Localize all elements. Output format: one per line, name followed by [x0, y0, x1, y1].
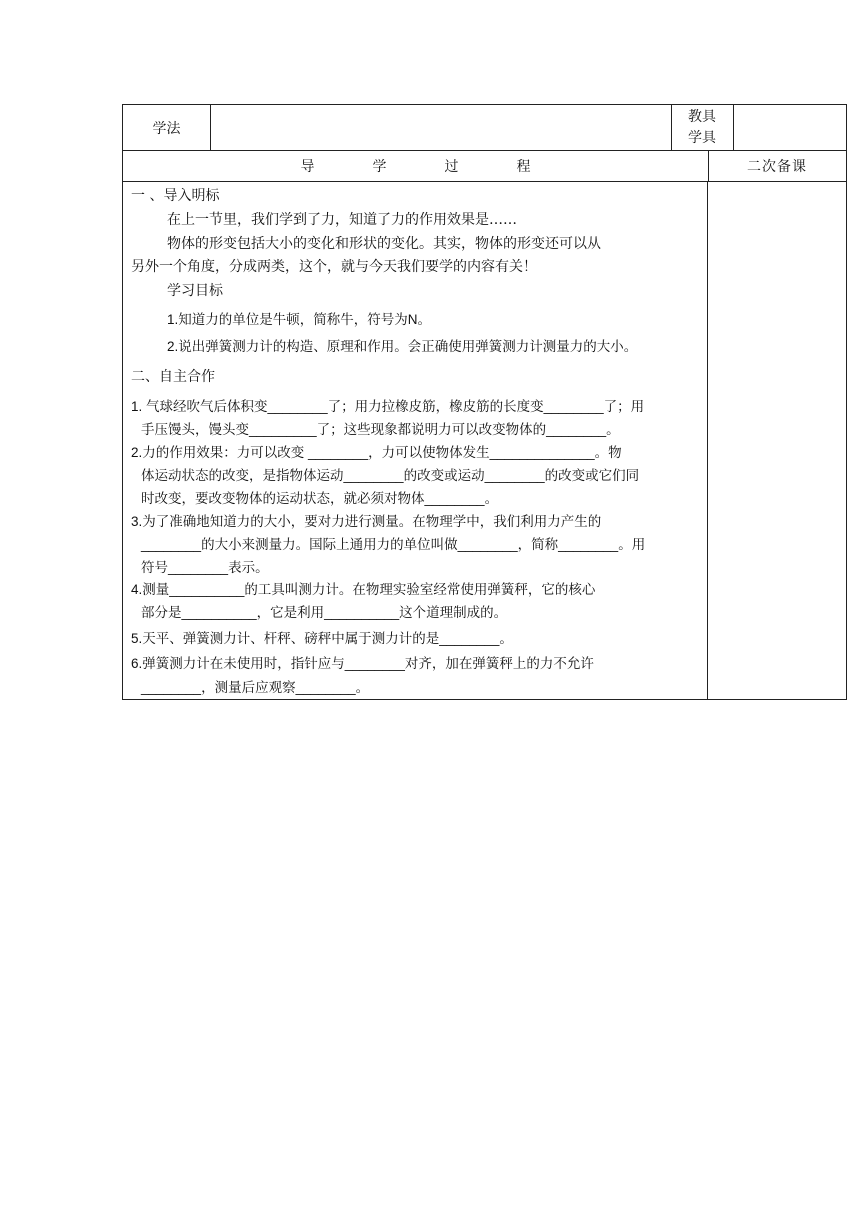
heading-cooperation: 二、自主合作	[131, 369, 215, 385]
jiaoju-label	[672, 105, 734, 150]
xuefa-value-cell	[211, 105, 672, 150]
question-1-line-2: 手压馒头，馒头变_________了；这些现象都说明力可以改变物体的________。	[141, 422, 620, 437]
jiaoju-line2: 学具	[688, 130, 716, 146]
content-row	[122, 181, 847, 700]
lesson-plan-table	[122, 104, 847, 700]
second-prep-label: 二次备课	[747, 158, 807, 175]
deformation-paragraph-1: 物体的形变包括大小的变化和形状的变化。其实，物体的形变还可以从	[167, 236, 601, 252]
question-3-line-3: 符号________表示。	[141, 560, 269, 575]
question-2-line-1: 2.力的作用效果：力可以改变 ________，力可以使物体发生______________。物	[131, 445, 622, 460]
question-2-line-3: 时改变，要改变物体的运动状态，就必须对物体________。	[141, 491, 499, 506]
goals-title: 学习目标	[167, 283, 223, 299]
question-6-line-2: ________，测量后应观察________。	[141, 680, 370, 695]
question-6-line-1: 6.弹簧测力计在未使用时，指针应与________对齐，加在弹簧秤上的力不允许	[131, 656, 594, 671]
deformation-paragraph-2: 另外一个角度，分成两类，这个，就与今天我们要学的内容有关！	[131, 259, 537, 275]
section-title: 导学过程	[123, 150, 709, 181]
main-content	[123, 181, 708, 699]
question-4-line-1: 4.测量__________的工具叫测力计。在物理实验室经常使用弹簧秤，它的核心	[131, 582, 596, 597]
question-4-line-2: 部分是__________，它是利用__________这个道理制成的。	[141, 605, 508, 620]
goal-2: 2.说出弹簧测力计的构造、原理和作用。会正确使用弹簧测力计测量力的大小。	[167, 339, 638, 354]
question-1-line-1: 1. 气球经吹气后体积变________了；用力拉橡皮筋，橡皮筋的长度变________了；用	[131, 399, 645, 414]
header-row	[122, 104, 847, 151]
goal-1: 1.知道力的单位是牛顿，简称牛，符号为N。	[167, 312, 432, 327]
question-3-line-2: ________的大小来测量力。国际上通用力的单位叫做________，简称________。用	[141, 537, 646, 552]
second-prep-cell	[708, 181, 846, 699]
question-3-line-1: 3.为了准确地知道力的大小，要对力进行测量。在物理学中，我们利用力产生的	[131, 514, 602, 529]
question-2-line-2: 体运动状态的改变，是指物体运动________的改变或运动________的改变或它们同	[141, 468, 640, 483]
xuefa-label: 学法	[123, 105, 211, 150]
jiaoju-line1: 教具	[688, 109, 716, 125]
jiaoju-value-cell	[734, 105, 846, 150]
intro-paragraph: 在上一节里，我们学到了力，知道了力的作用效果是……	[167, 212, 517, 228]
section-header-row	[122, 150, 847, 182]
heading-intro: 一 、导入明标	[131, 188, 220, 204]
question-5: 5.天平、弹簧测力计、杆秤、磅秤中属于测力计的是________。	[131, 631, 513, 646]
